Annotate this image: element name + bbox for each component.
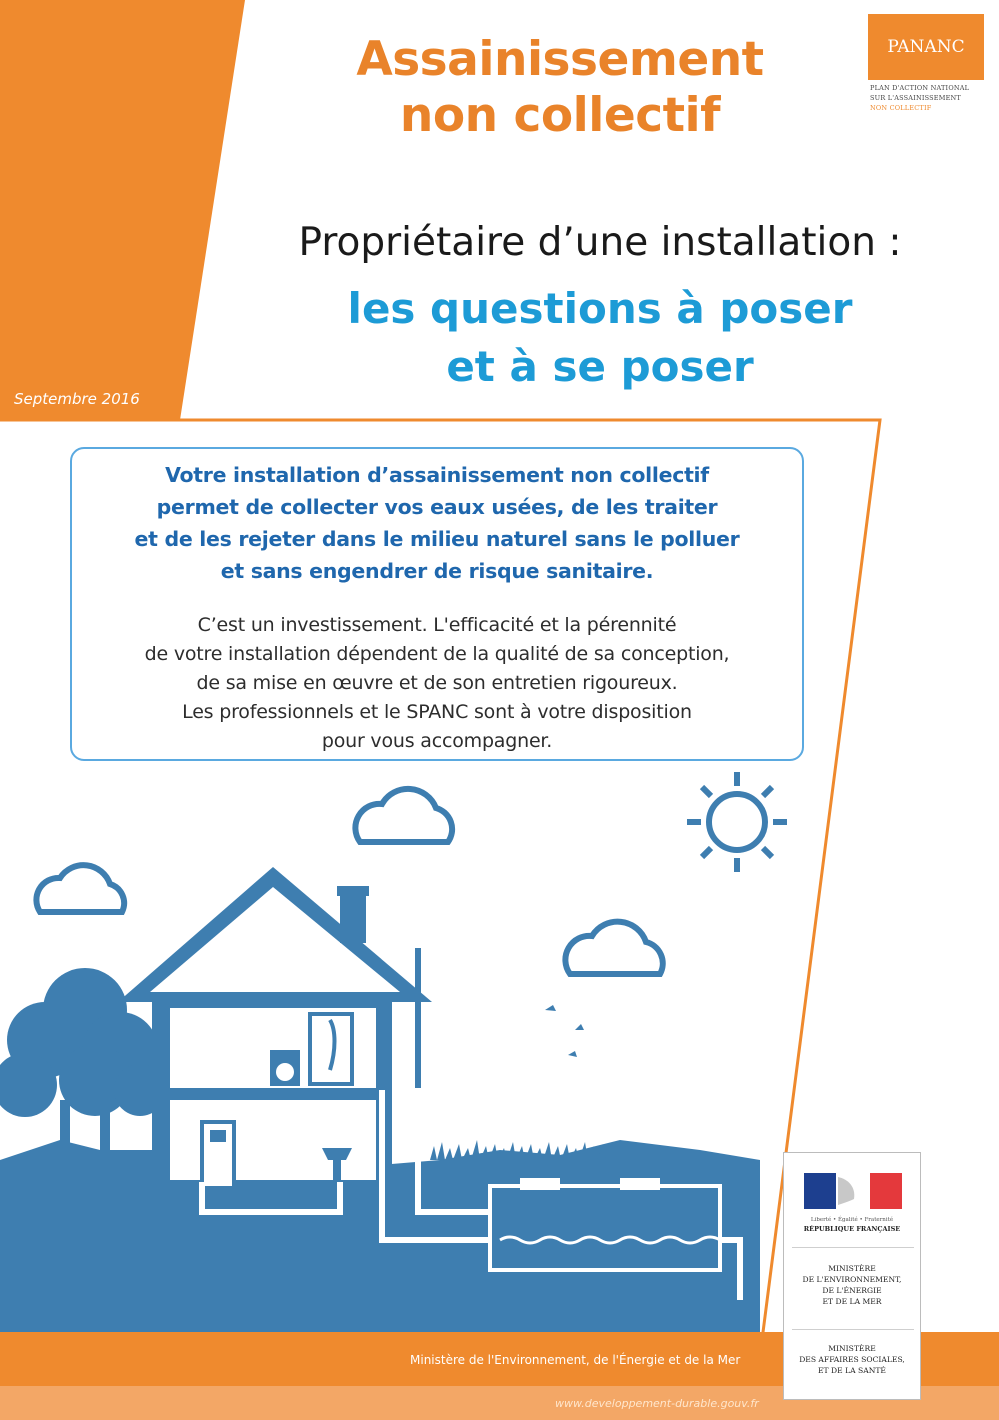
- intro-p1-line: Votre installation d’assainissement non collectif: [165, 463, 709, 487]
- divider: [792, 1329, 914, 1330]
- orange-left-band: [0, 0, 245, 420]
- republic-name: RÉPUBLIQUE FRANÇAISE: [803, 1225, 901, 1233]
- main-title-line1: Assainissement: [356, 32, 764, 87]
- intro-box: [70, 447, 804, 761]
- marianne-logo: [804, 1173, 902, 1209]
- pananc-logo: [868, 14, 984, 138]
- intro-paragraph-1: [72, 459, 802, 587]
- septic-tank-icon: [490, 1178, 720, 1270]
- ministry-line: ET DE LA SANTÉ: [818, 1366, 886, 1375]
- ministry-line: DE L'ENVIRONNEMENT,: [802, 1275, 902, 1284]
- grass: [430, 1140, 633, 1160]
- pananc-line3: NON COLLECTIF: [870, 104, 932, 112]
- intro-p1-line: permet de collecter vos eaux usées, de les traiter: [156, 495, 718, 519]
- intro-p2-line: C’est un investissement. L'efficacité et la pérennité: [197, 614, 677, 636]
- publication-date: Septembre 2016: [14, 390, 140, 408]
- intro-p2-line: de sa mise en œuvre et de son entretien rigoureux.: [196, 672, 678, 694]
- ministry-line: MINISTÈRE: [828, 1344, 876, 1353]
- ministry-line: MINISTÈRE: [828, 1264, 876, 1273]
- ministry-line: ET DE LA MER: [822, 1297, 882, 1306]
- sun-icon: [687, 772, 787, 872]
- footer-ministry: Ministère de l'Environnement, de l'Énergie et de la Mer: [410, 1353, 741, 1367]
- ministry-line: DES AFFAIRES SOCIALES,: [799, 1355, 905, 1364]
- ministry-environment: [784, 1263, 920, 1307]
- footer-url[interactable]: www.developpement-durable.gouv.fr: [555, 1397, 759, 1410]
- ministry-line: DE L'ÉNERGIE: [822, 1286, 882, 1295]
- ministry-health: [784, 1343, 920, 1376]
- main-title-line2: non collectif: [399, 88, 721, 143]
- pananc-name: PANANC: [868, 14, 984, 80]
- intro-p2-line: de votre installation dépendent de la qualité de sa conception,: [144, 643, 730, 665]
- intro-paragraph-2: [72, 611, 802, 756]
- subtitle-line3: et à se poser: [446, 342, 754, 391]
- pananc-line2: SUR L'ASSAINISSEMENT: [870, 94, 961, 102]
- intro-p2-line: pour vous accompagner.: [321, 730, 553, 752]
- divider: [792, 1247, 914, 1248]
- pananc-line1: PLAN D'ACTION NATIONAL: [870, 84, 970, 92]
- subtitle-blue: [220, 280, 980, 396]
- main-title: [300, 32, 820, 144]
- republic-motto: Liberté • Égalité • Fraternité: [810, 1217, 894, 1223]
- government-logo-block: [783, 1152, 921, 1400]
- subtitle-line1: Propriétaire d’une installation :: [298, 220, 902, 265]
- intro-p1-line: et sans engendrer de risque sanitaire.: [220, 559, 654, 583]
- intro-p1-line: et de les rejeter dans le milieu naturel sans le polluer: [134, 527, 740, 551]
- subtitle-line2: les questions à poser: [347, 284, 853, 333]
- intro-p2-line: Les professionnels et le SPANC sont à votre disposition: [182, 701, 692, 723]
- birds-icon: [545, 1005, 584, 1057]
